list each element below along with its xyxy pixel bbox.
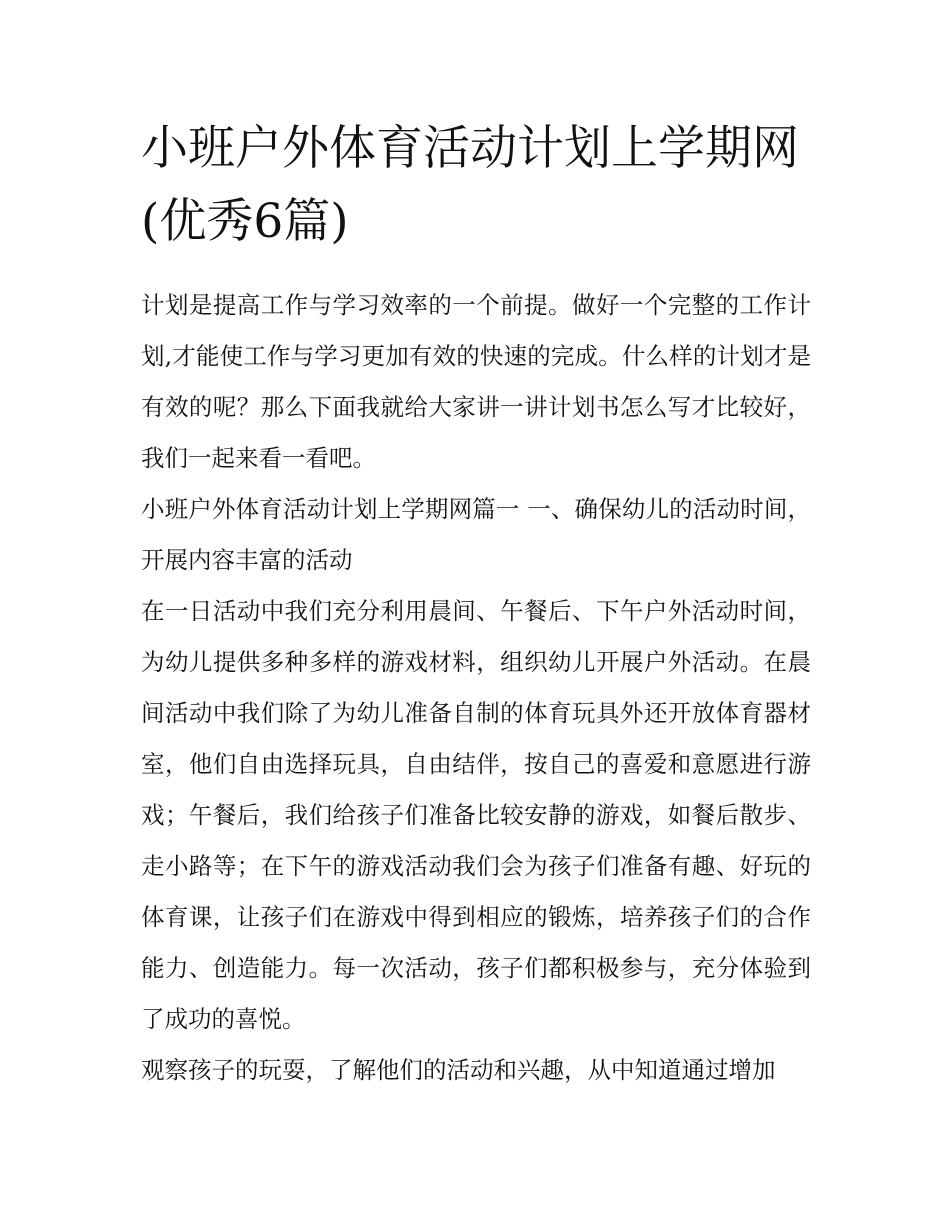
document-body xyxy=(141,280,811,1096)
paragraph-observation: 观察孩子的玩耍，了解他们的活动和兴趣，从中知道通过增加 xyxy=(141,1056,776,1084)
paragraph-section-heading: 小班户外体育活动计划上学期网篇一 一、确保幼儿的活动时间，开展内容丰富的活动 xyxy=(141,495,811,574)
paragraph-intro: 计划是提高工作与学习效率的一个前提。做好一个完整的工作计划,才能使工作与学习更加有效的快速的完成。什么样的计划才是有效的呢？那么下面我就给大家讲一讲计划书怎么写才比较好，我们一起来看一看吧。 xyxy=(141,291,811,472)
document-title: 小班户外体育活动计划上学期网(优秀6篇) xyxy=(141,121,799,249)
paragraph-activities: 在一日活动中我们充分利用晨间、午餐后、下午户外活动时间，为幼儿提供多种多样的游戏材料，组织幼儿开展户外活动。在晨间活动中我们除了为幼儿准备自制的体育玩具外还开放体育器材室，他们自由选择玩具，自由结伴，按自己的喜爱和意愿进行游戏；午餐后，我们给孩子们准备比较安静的游戏，如餐后散步、走小路等；在下午的游戏活动我们会为孩子们准备有趣、好玩的体育课，让孩子们在游戏中得到相应的锻炼，培养孩子们的合作能力、创造能力。每一次活动，孩子们都积极参与，充分体验到了成功的喜悦。 xyxy=(141,597,811,1033)
